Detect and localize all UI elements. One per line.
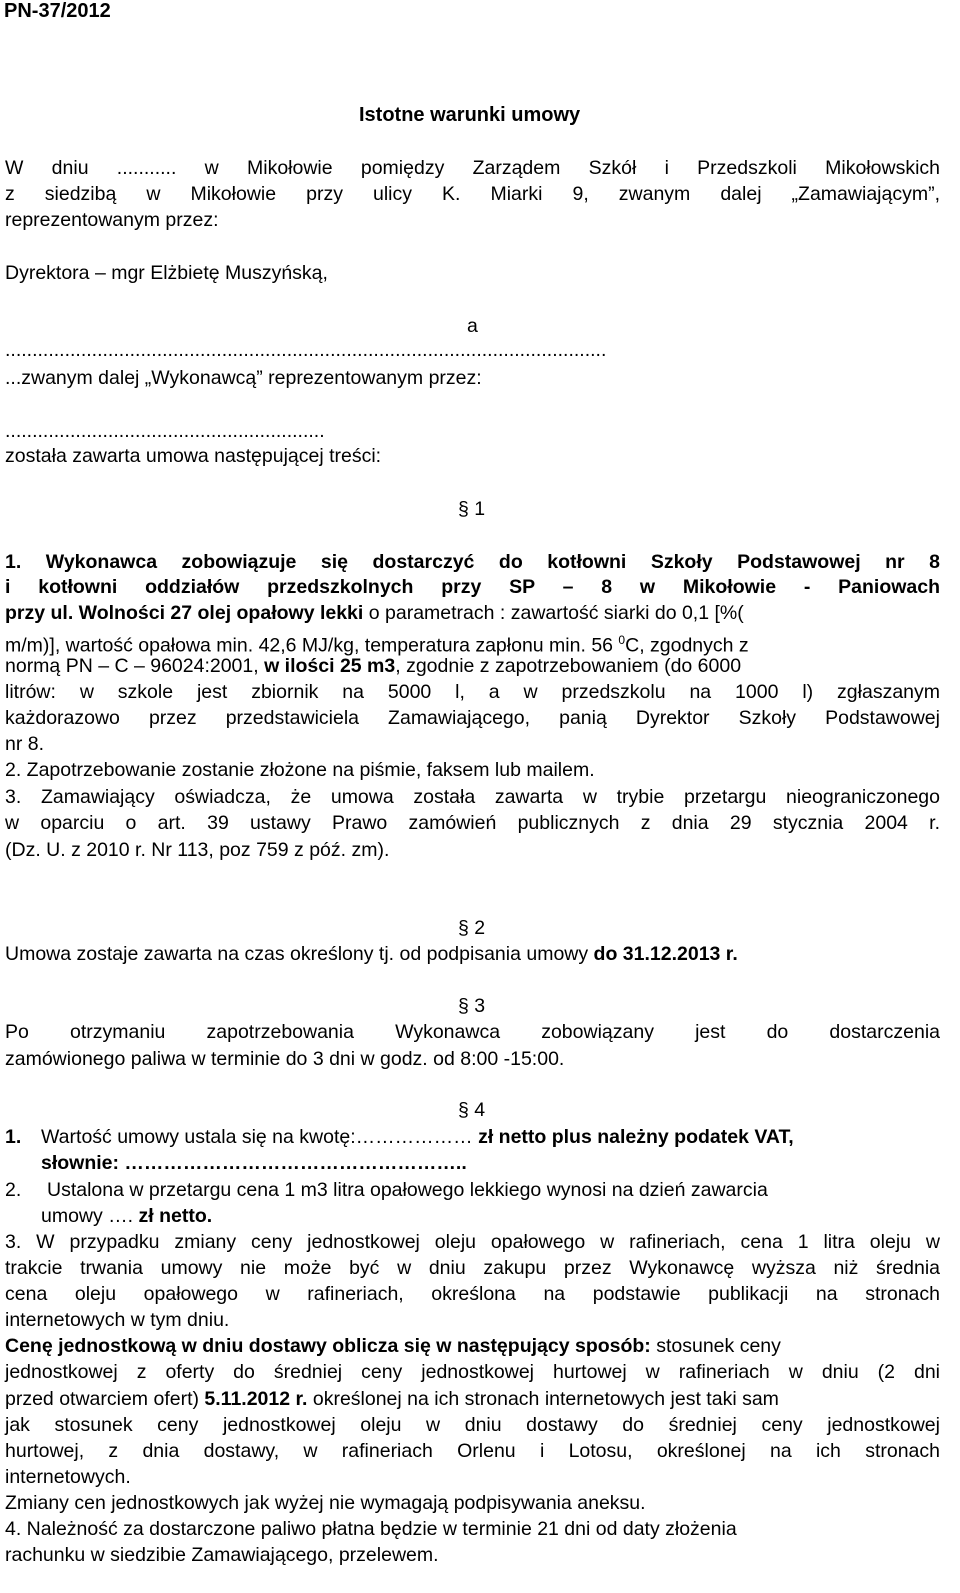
s4-p2-line-1: Ustalona w przetargu cena 1 m3 litra opałowego lekkiego wynosi na dzień zawarcia: [47, 1179, 768, 1201]
representative-line: Dyrektora – mgr Elżbietę Muszyńską,: [5, 262, 328, 284]
s1-p1-line-3-bold: przy ul. Wolności 27 olej opałowy lekki: [5, 602, 364, 624]
s4-p1-text: Wartość umowy ustala się na kwotę:: [41, 1126, 356, 1148]
intro-line-3: reprezentowanym przez:: [5, 209, 219, 231]
s4-p2-bold: zł netto.: [133, 1205, 213, 1227]
section-4-mark: § 4: [458, 1099, 486, 1121]
s4-p1-line-2: słownie: ……………………………………………..: [41, 1152, 467, 1174]
contractor-blank-line: ...............................................................................................................: [5, 339, 607, 361]
s4-p4-line-3-a: przed otwarciem ofert): [5, 1388, 205, 1410]
s1-p1-line-5-bold: w ilości 25 m3: [264, 655, 396, 677]
section-2-mark: § 2: [458, 917, 486, 939]
s4-p4-line-3-c: określonej na ich stronach internetowych jest taki sam: [307, 1388, 779, 1410]
s4-p6-line-2: rachunku w siedzibie Zamawiającego, przelewem.: [5, 1544, 439, 1566]
s1-p2: 2. Zapotrzebowanie zostanie złożone na piśmie, faksem lub mailem.: [5, 759, 595, 781]
intro-line-1: W dniu ........... w Mikołowie pomiędzy Zarządem Szkół i Przedszkoli Mikołowskich: [5, 157, 940, 179]
s3-line-1: Po otrzymaniu zapotrzebowania Wykonawca zobowiązany jest do dostarczenia: [5, 1021, 940, 1043]
s4-p2-text: umowy ….: [41, 1205, 134, 1227]
s4-p4-bold: Cenę jednostkową w dniu dostawy oblicza się w następujący sposób:: [5, 1335, 651, 1357]
s2-text: [5, 941, 738, 967]
s1-p1-line-4-text: m/m)], wartość opałowa min. 42,6 MJ/kg, temperatura zapłonu min. 56: [5, 634, 619, 657]
s4-p4-rest: stosunek ceny: [650, 1335, 781, 1357]
s3-line-2: zamówionego paliwa w terminie do 3 dni w godz. od 8:00 -15:00.: [5, 1048, 565, 1070]
degree-superscript: 0: [618, 633, 626, 647]
s1-p1-line-3-rest: o parametrach : zawartość siarki do 0,1 [%(: [363, 602, 744, 624]
s4-p4-line-1: [5, 1333, 781, 1359]
s4-p1-dots: ………………: [355, 1126, 473, 1148]
intro-line-2: z siedzibą w Mikołowie przy ulicy K. Miarki 9, zwanym dalej „Zamawiającym”,: [5, 183, 940, 205]
section-1-mark: § 1: [458, 498, 486, 520]
s1-p1-line-5-c: , zgodnie z zapotrzebowaniem (do 6000: [395, 655, 742, 677]
s4-p4-line-5: hurtowej, z dnia dostawy, w rafineriach Orlenu i Lotosu, określonej na ich stronach: [5, 1440, 940, 1462]
s1-p1-line-3: [5, 600, 744, 626]
s1-p1-line-5: [5, 653, 741, 679]
s4-p4-line-2: jednostkowej z oferty do średniej ceny jednostkowej hurtowej w rafineriach w dniu (2 dni: [5, 1361, 940, 1383]
s1-p3-line-3: (Dz. U. z 2010 r. Nr 113, poz 759 z póź. zm).: [5, 839, 390, 861]
s1-p1-line-8: nr 8.: [5, 733, 45, 755]
s4-p4-date: 5.11.2012 r.: [204, 1388, 308, 1410]
s4-p3-line-1: 3. W przypadku zmiany ceny jednostkowej oleju opałowego w rafineriach, cena 1 litra oleju w: [5, 1231, 940, 1253]
contractor-named-line: ...zwanym dalej „Wykonawcą” reprezentowanym przez:: [5, 367, 482, 389]
s2-text-plain: Umowa zostaje zawarta na czas określony tj. od podpisania umowy: [5, 943, 594, 965]
s4-p1-bold: zł netto plus należny podatek VAT,: [472, 1126, 794, 1148]
s4-p4-line-4: jak stosunek ceny jednostkowej oleju w dniu dostawy do średniej ceny jednostkowej: [5, 1414, 940, 1436]
s4-p6-line-1: 4. Należność za dostarczone paliwo płatna będzie w terminie 21 dni od daty złożenia: [5, 1518, 737, 1540]
s4-p3-line-3: cena oleju opałowego w rafineriach, określona na podstawie publikacji na stronach: [5, 1283, 940, 1305]
s4-p5: Zmiany cen jednostkowych jak wyżej nie wymagają podpisywania aneksu.: [5, 1492, 646, 1514]
document-number: PN-37/2012: [4, 0, 111, 22]
section-3-mark: § 3: [458, 995, 486, 1017]
s1-p1-line-1: 1. Wykonawca zobowiązuje się dostarczyć do kotłowni Szkoły Podstawowej nr 8: [5, 551, 940, 573]
s1-p3-line-2: w oparciu o art. 39 ustawy Prawo zamówień publicznych z dnia 29 stycznia 2004 r.: [5, 812, 940, 834]
s4-p4-line-3: [5, 1386, 779, 1412]
s4-p2-line-2: [41, 1203, 212, 1229]
s4-p3-line-4: internetowych w tym dniu.: [5, 1309, 230, 1331]
s1-p1-line-5-a: normą PN – C – 96024:2001,: [5, 655, 265, 677]
s4-p1-line-1: [41, 1124, 794, 1150]
representative-blank-line: ...........................................................: [5, 420, 325, 442]
document-title: Istotne warunki umowy: [359, 104, 581, 126]
s1-p1-line-7: każdorazowo przez przedstawiciela Zamawiającego, panią Dyrektor Szkoły Podstawowej: [5, 707, 940, 729]
s4-p4-line-6: internetowych.: [5, 1466, 131, 1488]
conjunction-a: a: [467, 315, 478, 337]
s4-p1-number: 1.: [5, 1126, 22, 1148]
s1-p1-line-4-tail: C, zgodnych z: [625, 634, 749, 657]
s2-text-bold: do 31.12.2013 r.: [593, 943, 738, 965]
s4-p2-number: 2.: [5, 1179, 22, 1201]
s1-p3-line-1: 3. Zamawiający oświadcza, że umowa została zawarta w trybie przetargu nieograniczonego: [5, 786, 940, 808]
s4-p3-line-2: trakcie trwania umowy nie może być w dniu zakupu przez Wykonawcę wyższa niż średnia: [5, 1257, 940, 1279]
agreement-intro-line: została zawarta umowa następującej treści:: [5, 445, 382, 467]
s1-p1-line-6: litrów: w szkole jest zbiornik na 5000 l, a w przedszkolu na 1000 l) zgłaszanym: [5, 681, 940, 703]
s1-p1-line-2: i kotłowni oddziałów przedszkolnych przy SP – 8 w Mikołowie - Paniowach: [5, 576, 940, 598]
